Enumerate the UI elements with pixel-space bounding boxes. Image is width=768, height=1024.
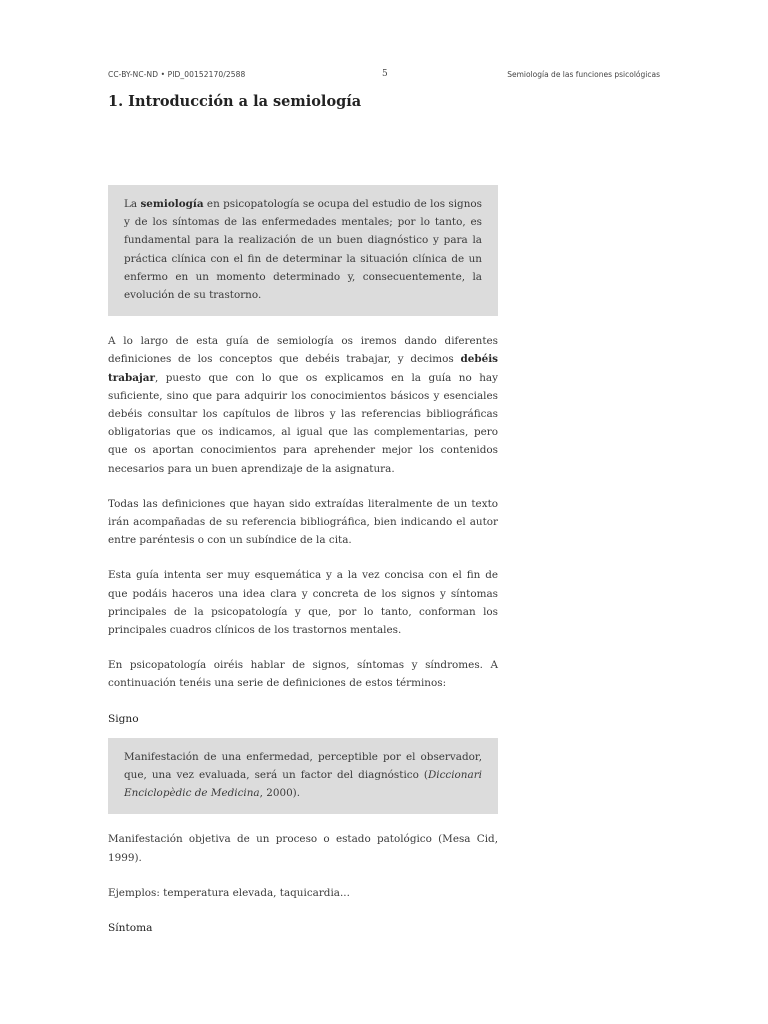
p1-emphasis: debéis trabajar: [108, 353, 498, 384]
signo-box-text-end: , 2000).: [259, 787, 301, 800]
signo-definition-2: Manifestación objetiva de un proceso o estado patológico (Mesa Cid, 1999).: [108, 833, 498, 864]
section-title: 1. Introducción a la semiología: [108, 93, 362, 110]
paragraph-guide-scope: Esta guía intenta ser muy esquemática y a la vez concisa con el fin de que podáis haceros una idea clara y concreta de los signos y síntomas principales de la psicopatología y que, por lo tanto, conforman los principales cuadros clínicos de los trastornos mentales.: [108, 569, 498, 637]
page-number: 5: [382, 69, 388, 79]
signo-examples: Ejemplos: temperatura elevada, taquicardia...: [108, 886, 350, 899]
paragraph-terms-intro: En psicopatología oiréis hablar de signos, síntomas y síndromes. A continuación tenéis una serie de definiciones de estos términos:: [108, 659, 498, 690]
intro-keyword: semiología: [140, 198, 204, 210]
signo-box-text-start: Manifestación de una enfermedad, perceptible por el observador, que, una vez evaluada, será un factor del diagnóstico (: [124, 750, 482, 782]
header-license-code: CC-BY-NC-ND • PID_00152170/2588: [108, 70, 246, 79]
intro-text-rest: en psicopatología se ocupa del estudio de los signos y de los síntomas de las enfermedades mentales; por lo tanto, es fundamental para la realización de un buen diagnóstico y para la práctica clínica con el fin de determinar la situación clínica de un enfermo en un momento determinado y, consecuentemente, la evolución de su trastorno.: [124, 198, 482, 302]
sintoma-heading: Síntoma: [108, 922, 153, 935]
signo-heading: Signo: [108, 712, 139, 725]
header-running-title: Semiología de las funciones psicológicas: [507, 70, 660, 79]
page-header: [108, 69, 660, 83]
intro-definition-box: [108, 185, 498, 316]
paragraph-guide-purpose: [108, 332, 498, 478]
signo-definition-box: [108, 738, 498, 815]
paragraph-references: Todas las definiciones que hayan sido extraídas literalmente de un texto irán acompañadas de su referencia bibliográfica, bien indicando el autor entre paréntesis o con un subíndice de la cita.: [108, 497, 498, 547]
p1-text-rest: , puesto que con lo que os explicamos en la guía no hay suficiente, sino que para adquirir los conocimientos básicos y esenciales debéis consultar los capítulos de libros y las referencias bibliográficas obligatorias que os indicamos, al igual que las complementarias, pero que os aportan conocimientos para aprehender mejor los contenidos necesarios para un buen aprendizaje de la asignatura.: [108, 371, 498, 475]
intro-text-start: La: [124, 198, 141, 210]
p1-text-start: A lo largo de esta guía de semiología os iremos dando diferentes definiciones de los conceptos que debéis trabajar, y decimos: [108, 335, 498, 366]
signo-box-source: Diccionari Enciclopèdic de Medicina: [124, 769, 482, 800]
page-content: [108, 185, 498, 937]
